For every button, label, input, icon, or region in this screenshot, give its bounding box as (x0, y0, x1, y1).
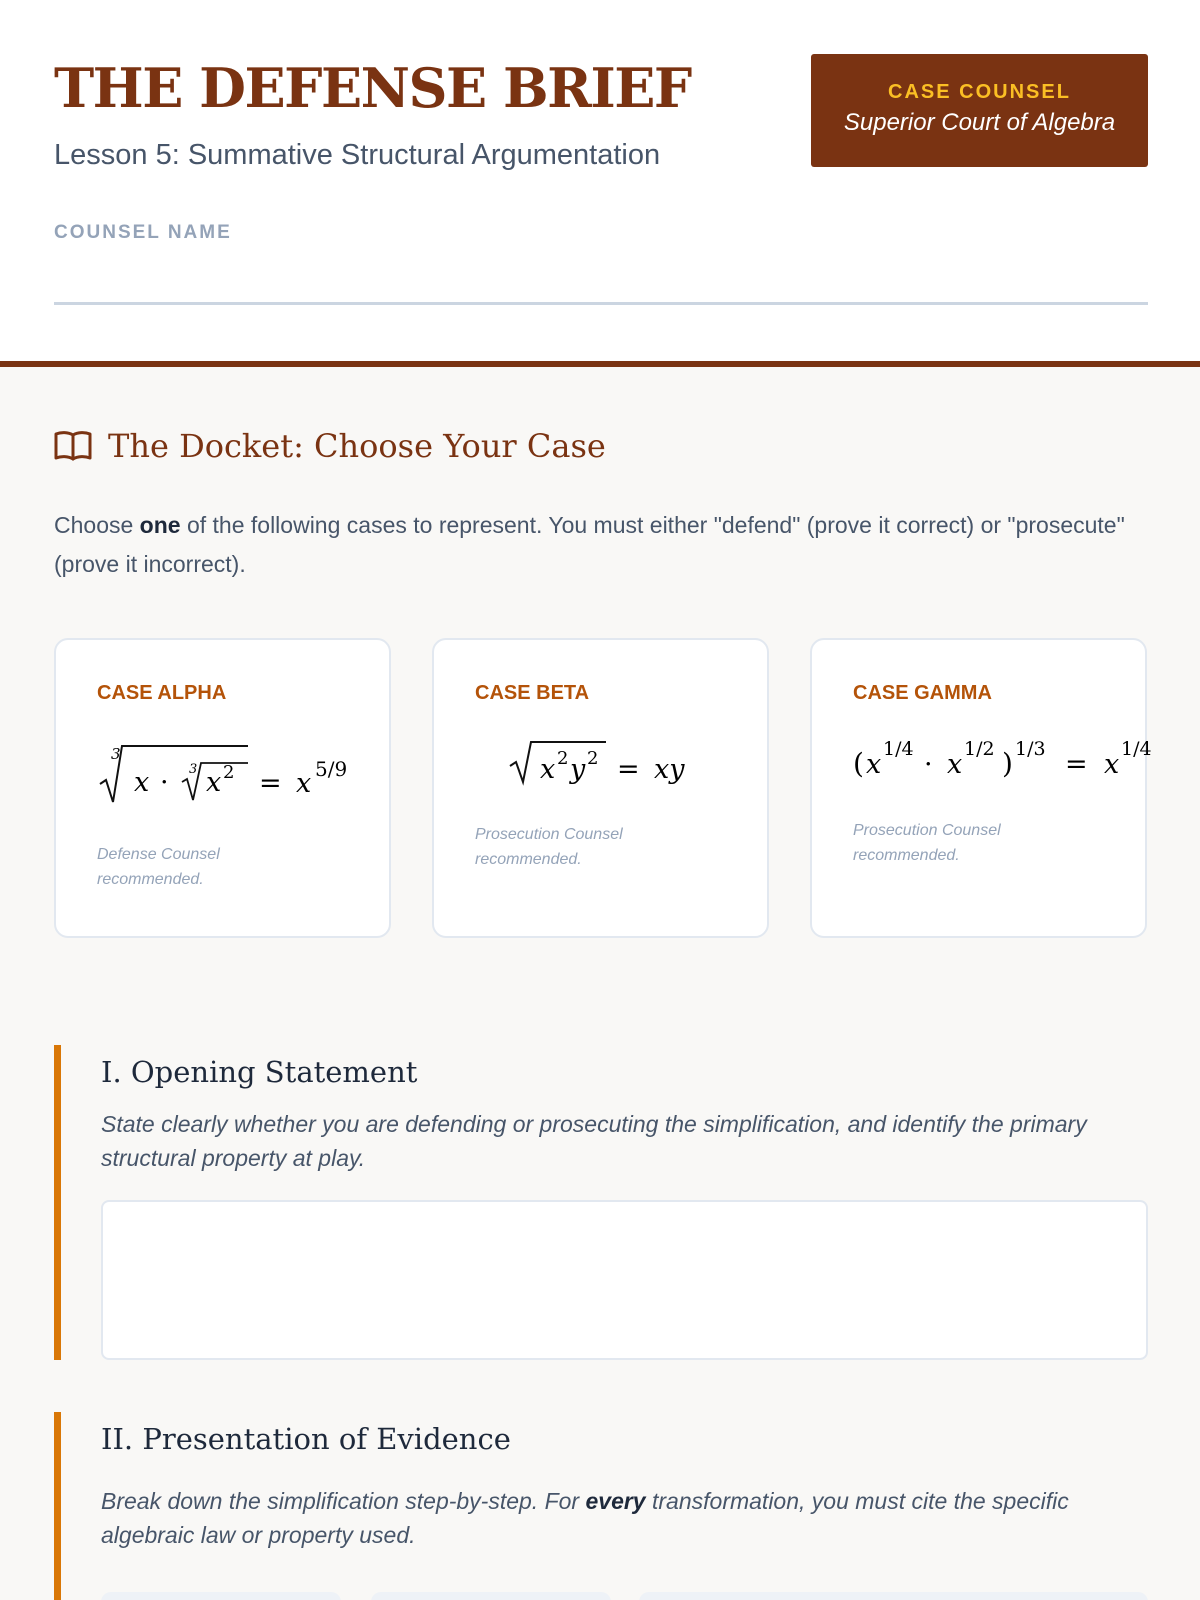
svg-text:=: = (1065, 749, 1088, 780)
svg-text:x: x (206, 767, 222, 798)
svg-text:=: = (617, 754, 640, 785)
case-card-gamma[interactable] (810, 638, 1152, 938)
brief-header (0, 0, 1200, 367)
svg-text:=: = (259, 768, 282, 799)
opening-statement-input[interactable] (101, 1200, 1148, 1360)
case-label: CASE ALPHA (97, 682, 227, 704)
case-note: Prosecution Counsel recommended. (853, 822, 1001, 864)
svg-text:2: 2 (557, 748, 569, 769)
svg-text:y: y (570, 754, 586, 785)
formula-alpha (56, 730, 476, 810)
svg-text:1/4: 1/4 (1121, 738, 1152, 760)
evidence-section (54, 1412, 1148, 1600)
counsel-name-field[interactable] (54, 302, 1148, 305)
svg-text:(: ( (853, 747, 864, 780)
intro-emphasis: one (139, 512, 181, 538)
svg-text:1/3: 1/3 (1015, 738, 1046, 760)
case-card-beta[interactable] (432, 638, 769, 938)
case-note: Prosecution Counsel recommended. (475, 826, 623, 868)
svg-text:x: x (134, 767, 150, 798)
section-description: State clearly whether you are defending or prosecuting the simplification, and identify the primary structural property at play. (101, 1111, 1087, 1171)
svg-text:x: x (296, 768, 312, 799)
svg-text:xy: xy (654, 754, 685, 785)
section-title: II. Presentation of Evidence (101, 1422, 511, 1456)
evidence-step-tab[interactable] (639, 1592, 1148, 1600)
section-description: Break down the simplification step-by-step. For every transformation, you must cite the specific algebraic law or property used. (101, 1488, 1069, 1548)
evidence-step-tab[interactable] (101, 1592, 341, 1600)
svg-text:3: 3 (189, 762, 198, 777)
svg-text:·: · (924, 749, 933, 780)
svg-text:1/2: 1/2 (964, 738, 995, 760)
svg-text:5/9: 5/9 (315, 757, 348, 781)
svg-text:x: x (866, 749, 882, 780)
counsel-name-label: COUNSEL NAME (54, 222, 232, 243)
svg-text:2: 2 (587, 748, 599, 769)
section-title: I. Opening Statement (101, 1055, 418, 1089)
evidence-step-tab[interactable] (371, 1592, 611, 1600)
lesson-subtitle: Lesson 5: Summative Structural Argumentation (54, 139, 661, 171)
formula-gamma (812, 725, 1200, 785)
opening-statement-section (54, 1045, 1148, 1360)
svg-text:x: x (947, 749, 963, 780)
case-counsel-badge (811, 54, 1148, 167)
svg-text:3: 3 (111, 745, 121, 763)
svg-text:): ) (1002, 747, 1013, 780)
svg-text:2: 2 (223, 762, 235, 783)
badge-kicker: CASE COUNSEL (888, 81, 1071, 103)
docket-heading (54, 424, 606, 468)
svg-text:·: · (160, 767, 169, 798)
case-card-alpha[interactable] (54, 638, 391, 938)
case-label: CASE BETA (475, 682, 590, 704)
badge-court: Superior Court of Algebra (843, 109, 1116, 136)
page-title: THE DEFENSE BRIEF (54, 56, 691, 120)
svg-text:1/4: 1/4 (883, 738, 914, 760)
desc-emphasis: every (585, 1488, 646, 1514)
svg-text:x: x (1104, 749, 1120, 780)
docket-title: The Docket: Choose Your Case (108, 427, 606, 465)
svg-text:x: x (540, 754, 556, 785)
docket-intro: Choose one of the following cases to represent. You must either "defend" (prove it correct) or "prosecute" (prove it incorrect). (54, 512, 1125, 577)
formula-beta (434, 730, 854, 790)
case-note: Defense Counsel recommended. (97, 846, 220, 888)
case-label: CASE GAMMA (853, 682, 992, 704)
book-icon (54, 429, 92, 463)
